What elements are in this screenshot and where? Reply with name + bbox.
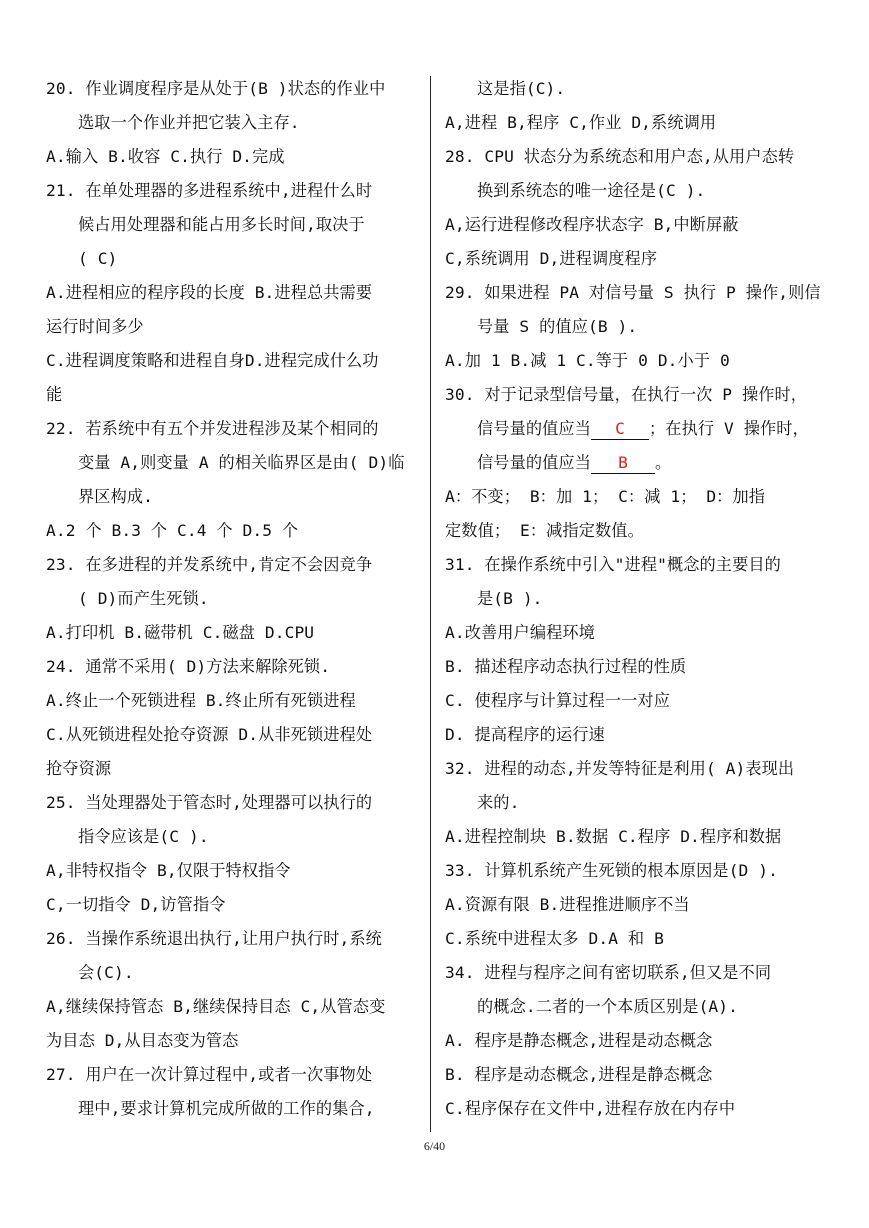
text-line: A,非特权指令 B,仅限于特权指令 [46,861,291,880]
text-line: A.2 个 B.3 个 C.4 个 D.5 个 [46,521,299,540]
text-line: 的概念.二者的一个本质区别是(A). [477,997,738,1016]
q30-answer-p: C [615,419,625,438]
text-line: A,进程 B,程序 C,作业 D,系统调用 [445,113,717,132]
q30-line-3-tail: 。 [655,453,672,472]
q30-blank-p [591,419,649,440]
text-line: A.资源有限 B.进程推进顺序不当 [445,895,690,914]
q30-line-2-text: 信号量的值应当 [477,419,592,438]
text-line: A.进程控制块 B.数据 C.程序 D.程序和数据 [445,827,782,846]
text-line: 32. 进程的动态,并发等特征是利用( A)表现出 [445,759,795,778]
q30-line-2 [445,412,813,446]
text-line: 变量 A,则变量 A 的相关临界区是由( D)临 [78,453,405,472]
q30-line-3-text: 信号量的值应当 [477,453,592,472]
right-column [445,72,821,1126]
text-line: 20. 作业调度程序是从处于(B )状态的作业中 [46,79,386,98]
text-line: B. 程序是动态概念,进程是静态概念 [445,1065,713,1084]
text-line: 会(C). [78,963,134,982]
text-line: A. 程序是静态概念,进程是动态概念 [445,1031,713,1050]
text-line: 界区构成. [78,487,153,506]
left-column [46,72,414,1126]
text-line: 22. 若系统中有五个并发进程涉及某个相同的 [46,419,379,438]
text-line: 31. 在操作系统中引入"进程"概念的主要目的 [445,555,781,574]
text-line: 23. 在多进程的并发系统中,肯定不会因竞争 [46,555,373,574]
text-line: 候占用处理器和能占用多长时间,取决于 [78,215,365,234]
text-line: 理中,要求计算机完成所做的工作的集合, [78,1099,375,1118]
text-line: A：不变； B：加 1； C：减 1； D：加指 [445,487,766,506]
text-line: C.进程调度策略和进程自身D.进程完成什么功 [46,351,379,370]
q30-blank-v [591,453,655,474]
text-line: 能 [46,385,63,404]
text-line: 29. 如果进程 PA 对信号量 S 执行 P 操作,则信 [445,283,821,302]
page-number: 6/40 [423,1139,446,1153]
text-line: 选取一个作业并把它装入主存. [78,113,300,132]
text-line: 定数值； E：减指定数值。 [445,521,644,540]
text-line: 28. CPU 状态分为系统态和用户态,从用户态转 [445,147,795,166]
text-line: A.打印机 B.磁带机 C.磁盘 D.CPU [46,623,315,642]
text-line: 25. 当处理器处于管态时,处理器可以执行的 [46,793,373,812]
text-line: C,系统调用 D,进程调度程序 [445,249,658,268]
q30-answer-v: B [618,453,628,472]
text-line: 抢夺资源 [46,759,112,778]
text-line: 24. 通常不采用( D)方法来解除死锁. [46,657,331,676]
text-line: A.进程相应的程序段的长度 B.进程总共需要 [46,283,373,302]
text-line: 运行时间多少 [46,317,144,336]
text-line: 27. 用户在一次计算过程中,或者一次事物处 [46,1065,373,1084]
text-line: 号量 S 的值应(B ). [477,317,638,336]
q30-line-2-tail: ；在执行 V 操作时， [649,419,809,438]
text-line: 为目态 D,从目态变为管态 [46,1031,239,1050]
text-line: 换到系统态的唯一途径是(C ). [477,181,706,200]
right-column-part-b [445,480,813,1126]
text-line: 30. 对于记录型信号量，在执行一次 P 操作时， [445,385,808,404]
text-line: A.改善用户编程环境 [445,623,595,642]
text-line: C.从死锁进程处抢夺资源 D.从非死锁进程处 [46,725,373,744]
text-line: 来的. [477,793,520,812]
text-line: 这是指(C). [477,79,566,98]
text-line: A.加 1 B.减 1 C.等于 0 D.小于 0 [445,351,730,370]
text-line: 指令应该是(C ). [78,827,209,846]
text-line: ( C) [78,249,118,268]
text-line: 34. 进程与程序之间有密切联系,但又是不同 [445,963,772,982]
text-line: 是(B ). [477,589,543,608]
text-line: C.系统中进程太多 D.A 和 B [445,929,664,948]
right-column-part-a [445,72,821,412]
text-line: A,运行进程修改程序状态字 B,中断屏蔽 [445,215,739,234]
text-line: D. 提高程序的运行速 [445,725,605,744]
text-line: 21. 在单处理器的多进程系统中,进程什么时 [46,181,373,200]
text-line: C.程序保存在文件中,进程存放在内存中 [445,1099,736,1118]
q30-line-3 [445,446,813,480]
text-line: B. 描述程序动态执行过程的性质 [445,657,687,676]
text-line: A.终止一个死锁进程 B.终止所有死锁进程 [46,691,356,710]
column-divider [430,76,431,1132]
text-line: A,继续保持管态 B,继续保持目态 C,从管态变 [46,997,386,1016]
text-line: ( D)而产生死锁. [78,589,209,608]
text-line: C. 使程序与计算过程一一对应 [445,691,670,710]
text-line: C,一切指令 D,访管指令 [46,895,226,914]
text-line: 33. 计算机系统产生死锁的根本原因是(D ). [445,861,778,880]
text-line: 26. 当操作系统退出执行,让用户执行时,系统 [46,929,382,948]
text-line: A.输入 B.收容 C.执行 D.完成 [46,147,285,166]
